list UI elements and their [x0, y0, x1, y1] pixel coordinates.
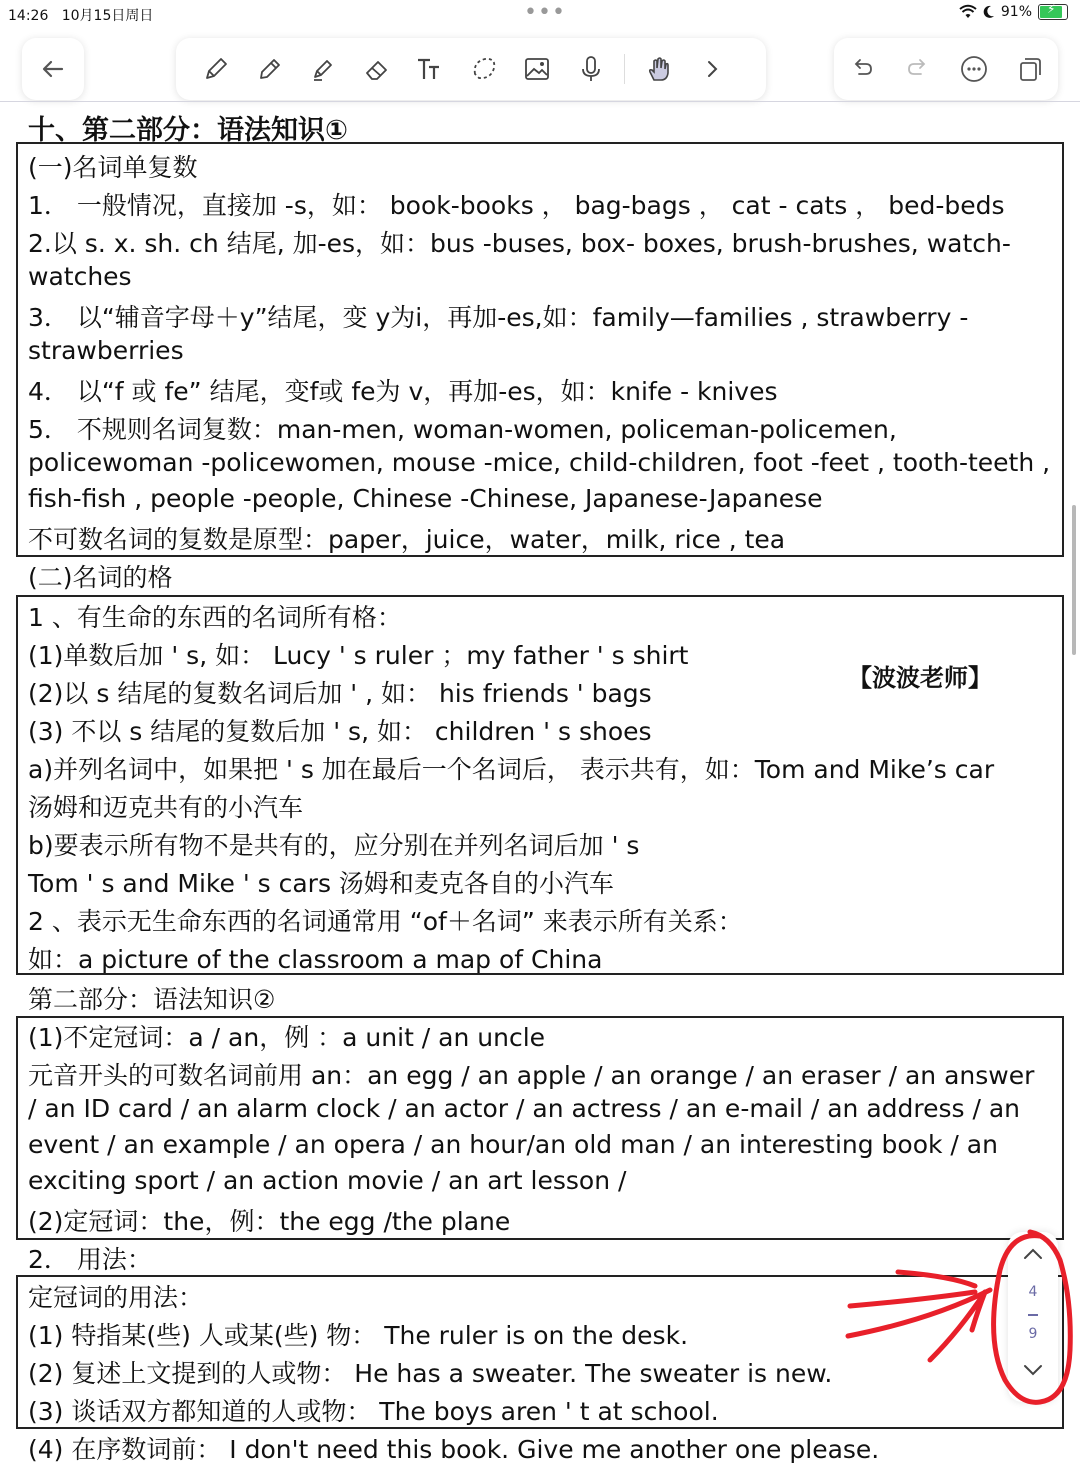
box4-line: (3) 谈话双方都知道的人或物： The boys aren ' t at school. — [28, 1397, 719, 1426]
more-icon — [959, 54, 989, 84]
box3-line: (2)定冠词：the，例：the egg /the plane — [28, 1207, 511, 1236]
section-title: (二)名词的格 — [28, 563, 173, 592]
chevron-down-icon[interactable] — [1021, 1362, 1045, 1378]
box3-line: (1)不定冠词：a / an，例 ：a unit / an uncle — [28, 1023, 546, 1052]
highlighter-tool-button[interactable] — [303, 49, 343, 89]
eraser-icon — [362, 54, 392, 84]
box2-line: (1)单数后加 ' s, 如： Lucy ' s ruler ；my father ' s shirt — [28, 641, 689, 670]
multitask-dots[interactable]: ••• — [524, 0, 566, 25]
current-page: 4 — [1028, 1284, 1038, 1300]
box4-line: 定冠词的用法： — [28, 1283, 204, 1312]
box1-line: watches — [28, 262, 132, 291]
box3-line: exciting sport / an action movie / an art lesson / — [28, 1166, 627, 1195]
back-pill — [22, 38, 84, 100]
box2-line: (2)以 s 结尾的复数名词后加 ' , 如： his friends ' bags — [28, 679, 652, 708]
toolbar-next-button[interactable] — [692, 49, 732, 89]
box1-line: 3． 以“辅音字母＋y”结尾，变 y为i，再加-es,如：family—families , strawberry - — [28, 303, 969, 332]
image-tool-button[interactable] — [517, 49, 557, 89]
box1-line: policewoman -policewomen, mouse -mice, child-children, foot -feet , tooth-teeth , — [28, 448, 1051, 477]
moon-icon — [983, 5, 995, 19]
pages-button[interactable] — [1010, 49, 1050, 89]
pen-tool-button[interactable] — [196, 49, 236, 89]
page-separator — [1028, 1314, 1038, 1316]
box1-line: 5． 不规则名词复数：man-men, woman-women, policeman-policemen, — [28, 415, 897, 444]
back-arrow-icon — [38, 54, 68, 84]
box2-line: 1 、有生命的东西的名词所有格： — [28, 603, 402, 632]
pen-icon — [201, 54, 231, 84]
pencil-tool-button[interactable] — [250, 49, 290, 89]
wifi-icon — [959, 5, 977, 19]
highlighter-icon — [308, 54, 338, 84]
box3-line: 元音开头的可数名词前用 an：an egg / an apple / an orange / an eraser / an answer — [28, 1061, 1035, 1090]
redo-button[interactable] — [898, 49, 938, 89]
image-icon — [522, 54, 552, 84]
box4-line: (4) 在序数词前： I don't need this book. Give me another one please. — [28, 1435, 880, 1464]
actions-pill — [834, 38, 1058, 100]
lasso-icon — [469, 54, 499, 84]
back-button[interactable] — [33, 49, 73, 89]
box2-line: 汤姆和迈克共有的小汽车 — [28, 793, 304, 822]
touch-mode-button[interactable] — [639, 49, 679, 89]
more-button[interactable] — [954, 49, 994, 89]
box1-line: strawberries — [28, 336, 184, 365]
pages-icon — [1015, 54, 1045, 84]
box1-line: 1． 一般情况，直接加 -s，如： book-books ， bag-bags ， cat - cats ， bed-beds — [28, 191, 1005, 220]
box2-line: a)并列名词中，如果把 ' s 加在最后一个名词后， 表示共有，如：Tom and Mike’s car — [28, 755, 995, 784]
status-time: 14:26 10月15日周日 — [8, 8, 154, 24]
toolbar-divider — [624, 54, 625, 84]
text-tool-button[interactable] — [410, 49, 450, 89]
page-navigator — [1008, 1232, 1058, 1402]
box2-line: 2 、表示无生命东西的名词通常用 “of＋名词” 来表示所有关系： — [28, 907, 743, 936]
box1-line: fish-fish , people -people, Chinese -Chinese, Japanese-Japanese — [28, 484, 823, 513]
eraser-tool-button[interactable] — [357, 49, 397, 89]
box2-line: b)要表示所有物不是共有的，应分别在并列名词后加 ' s — [28, 831, 640, 860]
text-tool-icon — [415, 54, 445, 84]
microphone-icon — [576, 54, 606, 84]
box3-line: / an ID card / an alarm clock / an actor / an actress / an e-mail / an address / an — [28, 1094, 1021, 1123]
page-title: 十、第二部分：语法知识① — [28, 115, 348, 146]
hand-touch-icon — [644, 54, 674, 84]
box4-line: (2) 复述上文提到的人或物： He has a sweater. The sweater is new. — [28, 1359, 833, 1388]
teacher-label: 【波波老师】 — [848, 664, 992, 692]
box1-line: 2.以 s. x. sh. ch 结尾, 加-es，如：bus -buses, box- boxes, brush-brushes, watch- — [28, 229, 1011, 258]
box3-line: event / an example / an opera / an hour/an old man / an interesting book / an — [28, 1130, 998, 1159]
total-pages: 9 — [1028, 1326, 1038, 1342]
document-page[interactable] — [0, 102, 1080, 1464]
section-title: 2． 用法： — [28, 1245, 152, 1274]
scrollbar[interactable] — [1072, 505, 1076, 655]
box1-line: (一)名词单复数 — [28, 153, 198, 182]
lasso-tool-button[interactable] — [464, 49, 504, 89]
redo-icon — [903, 54, 933, 84]
box1-line: 4． 以“f 或 fe” 结尾，变f或 fe为 v，再加-es，如：knife - knives — [28, 377, 778, 406]
pencil-icon — [255, 54, 285, 84]
battery-icon: ⚡ — [1038, 4, 1068, 20]
status-bar — [0, 0, 1080, 28]
undo-icon — [847, 54, 877, 84]
chevron-right-icon — [697, 54, 727, 84]
microphone-tool-button[interactable] — [571, 49, 611, 89]
box2-line: Tom ' s and Mike ' s cars 汤姆和麦克各自的小汽车 — [28, 869, 614, 898]
status-right — [959, 4, 1068, 20]
battery-percent: 91% — [1000, 4, 1032, 20]
box2-line: 如：a picture of the classroom a map of China — [28, 945, 603, 974]
chevron-up-icon[interactable] — [1021, 1246, 1045, 1262]
status-date: 10月15日周日 — [61, 8, 154, 24]
box2-line: (3) 不以 s 结尾的复数后加 ' s, 如： children ' s shoes — [28, 717, 652, 746]
box1-line: 不可数名词的复数是原型：paper，juice，water，milk, rice , tea — [28, 525, 786, 554]
undo-button[interactable] — [842, 49, 882, 89]
tools-pill — [176, 38, 766, 100]
box4-line: (1) 特指某(些) 人或某(些) 物： The ruler is on the desk. — [28, 1321, 689, 1350]
section-title: 第二部分：语法知识② — [28, 985, 276, 1014]
